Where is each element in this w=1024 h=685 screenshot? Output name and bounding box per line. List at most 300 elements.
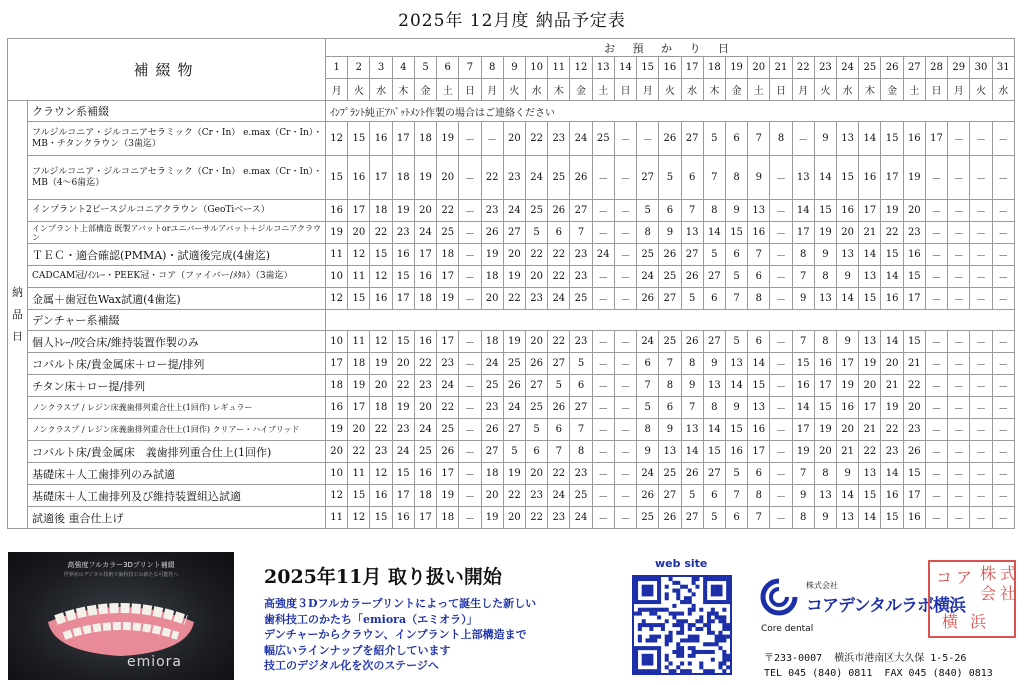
delivery-day-cell: －	[592, 397, 614, 419]
delivery-day-cell: 15	[725, 222, 747, 244]
day-number: 24	[837, 57, 859, 79]
qr-module	[676, 592, 680, 596]
delivery-day-cell: 23	[570, 331, 592, 353]
qr-module	[669, 635, 673, 639]
day-number: 26	[881, 57, 903, 79]
delivery-day-cell: 25	[659, 266, 681, 288]
qr-pattern	[634, 577, 730, 673]
delivery-day-cell: 6	[659, 397, 681, 419]
qr-module	[657, 608, 661, 612]
delivery-day-cell: 20	[837, 419, 859, 441]
weekday: 木	[548, 79, 570, 101]
item-row	[8, 463, 1015, 485]
delivery-day-cell: 26	[637, 485, 659, 507]
qr-module	[653, 612, 657, 616]
delivery-day-cell: 17	[392, 288, 414, 310]
qr-module	[669, 669, 673, 673]
delivery-day-cell: －	[948, 353, 970, 375]
delivery-day-cell: －	[614, 419, 636, 441]
qr-module	[695, 585, 699, 589]
day-number: 8	[481, 57, 503, 79]
delivery-day-cell: －	[592, 441, 614, 463]
qr-module	[642, 608, 646, 612]
delivery-day-cell: －	[481, 122, 503, 156]
delivery-day-cell: 20	[814, 441, 836, 463]
delivery-day-cell: 6	[703, 288, 725, 310]
delivery-day-cell: 7	[570, 222, 592, 244]
qr-module	[718, 600, 722, 604]
delivery-day-cell: 6	[525, 441, 547, 463]
qr-module	[676, 650, 680, 654]
delivery-day-cell: 24	[548, 288, 570, 310]
qr-module	[676, 619, 680, 623]
delivery-day-cell: 5	[503, 441, 525, 463]
qr-module	[726, 627, 730, 631]
delivery-day-cell: 23	[370, 441, 392, 463]
weekday: 金	[881, 79, 903, 101]
qr-module	[672, 612, 676, 616]
day-number: 1	[326, 57, 348, 79]
delivery-day-cell: 14	[859, 507, 881, 529]
delivery-day-cell: 13	[814, 288, 836, 310]
website-qr-code[interactable]	[632, 575, 732, 675]
delivery-day-cell: 16	[348, 156, 370, 200]
delivery-day-cell: 14	[814, 156, 836, 200]
delivery-day-cell: 7	[548, 441, 570, 463]
delivery-day-cell: 16	[748, 222, 770, 244]
qr-module	[657, 589, 661, 593]
delivery-day-cell: 6	[725, 507, 747, 529]
qr-module	[661, 627, 665, 631]
delivery-day-cell: 18	[481, 266, 503, 288]
delivery-day-cell: 22	[548, 463, 570, 485]
qr-module	[707, 650, 711, 654]
promo-headline: 2025年11月 取り扱い開始	[264, 566, 502, 588]
emiora-product-image	[8, 552, 234, 680]
qr-module	[653, 638, 657, 642]
day-number: 9	[503, 57, 525, 79]
weekday: 金	[725, 79, 747, 101]
delivery-day-cell: 14	[792, 397, 814, 419]
delivery-day-cell: 22	[503, 288, 525, 310]
delivery-day-cell: －	[970, 200, 992, 222]
seal-char: 横	[942, 612, 959, 631]
delivery-day-cell: －	[992, 331, 1014, 353]
weekday: 火	[503, 79, 525, 101]
delivery-day-cell: 27	[659, 288, 681, 310]
delivery-day-cell: 22	[437, 397, 459, 419]
delivery-day-cell: 17	[437, 331, 459, 353]
delivery-day-cell: 22	[525, 507, 547, 529]
delivery-day-cell: 19	[481, 244, 503, 266]
delivery-day-cell: 9	[792, 288, 814, 310]
emiora-brand: emiora	[126, 654, 182, 670]
qr-module	[649, 635, 653, 639]
delivery-day-cell: －	[459, 200, 481, 222]
qr-module	[680, 661, 684, 665]
delivery-day-cell: －	[925, 463, 947, 485]
weekday: 月	[326, 79, 348, 101]
delivery-day-cell: 22	[548, 331, 570, 353]
delivery-day-cell: 25	[437, 222, 459, 244]
delivery-day-cell: 26	[525, 353, 547, 375]
promo-line: 高強度３Dフルカラープリントによって誕生した新しい	[264, 597, 537, 610]
qr-module	[665, 608, 669, 612]
qr-module	[718, 589, 722, 593]
qr-module	[684, 638, 688, 642]
delivery-day-cell: 24	[637, 331, 659, 353]
category-row	[8, 101, 1015, 122]
qr-module	[680, 650, 684, 654]
delivery-day-cell: 8	[637, 419, 659, 441]
day-number: 27	[903, 57, 925, 79]
delivery-day-cell: 20	[837, 222, 859, 244]
qr-module	[657, 654, 661, 658]
delivery-day-cell: 17	[903, 485, 925, 507]
delivery-day-cell: －	[970, 331, 992, 353]
qr-module	[722, 635, 726, 639]
delivery-day-cell: －	[614, 463, 636, 485]
delivery-day-cell: 9	[681, 375, 703, 397]
delivery-day-cell: 13	[659, 441, 681, 463]
delivery-day-cell: －	[970, 419, 992, 441]
delivery-day-cell: 27	[681, 507, 703, 529]
item-label: 試適後 重合仕上げ	[28, 507, 326, 529]
delivery-day-cell: 15	[326, 156, 348, 200]
delivery-day-cell: －	[992, 375, 1014, 397]
delivery-day-cell: －	[592, 200, 614, 222]
item-row	[8, 485, 1015, 507]
delivery-day-cell: 13	[703, 375, 725, 397]
qr-module	[657, 592, 661, 596]
delivery-day-cell: 20	[348, 222, 370, 244]
day-number: 7	[459, 57, 481, 79]
delivery-day-cell: 25	[503, 353, 525, 375]
delivery-day-cell: －	[459, 485, 481, 507]
weekday: 火	[659, 79, 681, 101]
delivery-day-cell: 25	[592, 122, 614, 156]
delivery-day-cell: 25	[414, 441, 436, 463]
delivery-day-cell: －	[992, 200, 1014, 222]
item-label: ノンクラスプ / レジン床義歯排列重合仕上(1回作) レギュラー	[28, 397, 326, 419]
delivery-day-cell: －	[970, 244, 992, 266]
delivery-day-cell: 20	[481, 288, 503, 310]
delivery-day-cell: 26	[548, 200, 570, 222]
qr-module	[711, 592, 715, 596]
delivery-day-cell: 16	[725, 441, 747, 463]
item-row	[8, 375, 1015, 397]
qr-module	[672, 650, 676, 654]
delivery-day-cell: 5	[637, 397, 659, 419]
delivery-day-cell: 6	[748, 266, 770, 288]
delivery-day-cell: 17	[348, 200, 370, 222]
seal-char: ア	[956, 568, 973, 587]
qr-module	[646, 661, 650, 665]
qr-module	[688, 589, 692, 593]
delivery-day-cell: －	[970, 485, 992, 507]
delivery-day-cell: 26	[437, 441, 459, 463]
delivery-day-cell: 14	[703, 222, 725, 244]
delivery-day-cell: －	[992, 419, 1014, 441]
qr-module	[669, 638, 673, 642]
address: 横浜市港南区大久保 1-5-26	[834, 653, 967, 664]
delivery-day-cell: 22	[859, 441, 881, 463]
qr-module	[711, 589, 715, 593]
delivery-day-cell: 9	[814, 122, 836, 156]
qr-module	[692, 577, 696, 581]
delivery-day-cell: 20	[503, 244, 525, 266]
delivery-day-cell: 19	[437, 122, 459, 156]
delivery-day-cell: 19	[792, 441, 814, 463]
delivery-day-cell: 22	[525, 244, 547, 266]
delivery-day-cell: 26	[903, 441, 925, 463]
delivery-day-cell: 12	[348, 507, 370, 529]
day-number: 23	[814, 57, 836, 79]
qr-module	[684, 600, 688, 604]
qr-module	[649, 669, 653, 673]
delivery-day-cell: 17	[414, 507, 436, 529]
delivery-day-cell: 19	[814, 222, 836, 244]
delivery-day-cell: 22	[370, 222, 392, 244]
qr-module	[646, 623, 650, 627]
delivery-day-cell: 19	[437, 288, 459, 310]
qr-module	[676, 589, 680, 593]
delivery-day-cell: －	[970, 266, 992, 288]
delivery-day-cell: －	[970, 463, 992, 485]
qr-module	[711, 600, 715, 604]
item-row	[8, 507, 1015, 529]
delivery-day-cell: 17	[392, 485, 414, 507]
item-row	[8, 419, 1015, 441]
weekday: 水	[681, 79, 703, 101]
qr-module	[688, 600, 692, 604]
delivery-day-cell: 7	[748, 122, 770, 156]
delivery-day-cell: 26	[681, 266, 703, 288]
delivery-day-cell: 17	[881, 156, 903, 200]
delivery-day-cell: 7	[570, 419, 592, 441]
delivery-day-cell: 8	[748, 485, 770, 507]
delivery-day-cell: 6	[570, 375, 592, 397]
delivery-day-cell: 16	[414, 463, 436, 485]
seal-char: 株	[980, 564, 997, 583]
delivery-day-cell: －	[637, 122, 659, 156]
item-label: 個人ﾄﾚｰ/咬合床/維持装置作製のみ	[28, 331, 326, 353]
item-row	[8, 156, 1015, 200]
qr-module	[646, 608, 650, 612]
delivery-day-cell: 8	[637, 222, 659, 244]
qr-module	[703, 596, 707, 600]
weekday: 金	[414, 79, 436, 101]
delivery-day-cell: 15	[903, 331, 925, 353]
qr-module	[722, 658, 726, 662]
delivery-day-cell: 20	[503, 122, 525, 156]
delivery-day-cell: 16	[326, 200, 348, 222]
delivery-day-cell: －	[992, 122, 1014, 156]
delivery-day-cell: －	[592, 485, 614, 507]
delivery-day-cell: 27	[703, 266, 725, 288]
delivery-day-cell: 14	[859, 122, 881, 156]
delivery-day-cell: 24	[414, 419, 436, 441]
delivery-day-cell: 16	[414, 266, 436, 288]
day-number: 2	[348, 57, 370, 79]
qr-module	[722, 623, 726, 627]
delivery-day-cell: －	[459, 397, 481, 419]
delivery-day-cell: 9	[703, 353, 725, 375]
qr-module	[646, 592, 650, 596]
company-name: コアデンタルラボ横浜	[806, 596, 965, 616]
delivery-day-cell: －	[459, 353, 481, 375]
qr-module	[703, 577, 707, 581]
delivery-day-cell: 15	[392, 463, 414, 485]
delivery-day-cell: 9	[814, 244, 836, 266]
company-address-block	[764, 651, 993, 681]
qr-module	[726, 589, 730, 593]
delivery-day-cell: －	[992, 222, 1014, 244]
qr-module	[657, 596, 661, 600]
qr-module	[665, 596, 669, 600]
delivery-day-cell: 9	[748, 156, 770, 200]
qr-module	[642, 619, 646, 623]
delivery-day-cell: －	[925, 288, 947, 310]
delivery-day-cell: 25	[637, 244, 659, 266]
qr-module	[657, 658, 661, 662]
delivery-day-cell: －	[592, 463, 614, 485]
qr-module	[726, 581, 730, 585]
qr-module	[634, 600, 638, 604]
delivery-day-cell: 16	[837, 397, 859, 419]
item-label: ＴＥＣ・適合確認(PMMA)・試適後完成(4歯迄)	[28, 244, 326, 266]
delivery-day-cell: 19	[503, 331, 525, 353]
qr-module	[711, 631, 715, 635]
qr-module	[707, 577, 711, 581]
delivery-day-cell: 5	[570, 353, 592, 375]
qr-module	[638, 612, 642, 616]
qr-module	[669, 612, 673, 616]
delivery-day-cell: －	[614, 288, 636, 310]
qr-module	[726, 585, 730, 589]
qr-module	[638, 623, 642, 627]
qr-module	[680, 612, 684, 616]
delivery-day-cell: 22	[548, 266, 570, 288]
delivery-day-cell: 11	[326, 507, 348, 529]
delivery-day-cell: 16	[748, 419, 770, 441]
qr-module	[649, 623, 653, 627]
qr-module	[657, 635, 661, 639]
weekday: 日	[459, 79, 481, 101]
delivery-day-cell: 9	[837, 463, 859, 485]
qr-module	[646, 638, 650, 642]
delivery-day-cell: －	[770, 419, 792, 441]
promo-line: 歯科技工のかたち「emiora（エミオラ）」	[264, 612, 478, 626]
item-label: 基礎床＋人工歯排列及び維持装置組込試適	[28, 485, 326, 507]
qr-module	[676, 631, 680, 635]
delivery-day-cell: 24	[548, 485, 570, 507]
delivery-day-cell: 15	[837, 156, 859, 200]
web-site-label: web site	[655, 557, 708, 570]
delivery-day-cell: 6	[548, 419, 570, 441]
qr-module	[653, 635, 657, 639]
delivery-day-cell: 15	[748, 375, 770, 397]
qr-module	[665, 592, 669, 596]
weekday: 土	[437, 79, 459, 101]
qr-module	[638, 669, 642, 673]
category-note	[326, 310, 1015, 331]
weekday: 日	[770, 79, 792, 101]
qr-module	[665, 642, 669, 646]
qr-module	[718, 615, 722, 619]
delivery-day-cell: －	[970, 353, 992, 375]
delivery-day-cell: －	[925, 331, 947, 353]
delivery-day-cell: －	[925, 419, 947, 441]
delivery-day-cell: －	[614, 353, 636, 375]
delivery-day-cell: －	[459, 441, 481, 463]
qr-module	[657, 665, 661, 669]
delivery-day-cell: －	[970, 507, 992, 529]
delivery-day-cell: －	[770, 507, 792, 529]
delivery-day-cell: 5	[525, 222, 547, 244]
zip-code: 〒233-0007	[764, 653, 823, 664]
delivery-day-cell: －	[948, 507, 970, 529]
delivery-day-cell: 26	[637, 288, 659, 310]
delivery-day-cell: 8	[748, 288, 770, 310]
delivery-day-cell: 21	[859, 222, 881, 244]
delivery-day-cell: 19	[414, 156, 436, 200]
image-subtitle: 世界初のデジタル技術で歯科技工の新たな可能性へ	[63, 572, 179, 578]
delivery-day-cell: 8	[725, 156, 747, 200]
qr-module	[646, 669, 650, 673]
item-row	[8, 353, 1015, 375]
delivery-day-cell: 24	[392, 441, 414, 463]
delivery-day-cell: －	[614, 485, 636, 507]
delivery-day-cell: －	[770, 156, 792, 200]
qr-module	[715, 615, 719, 619]
seal-char: 式	[1000, 564, 1017, 583]
item-row	[8, 244, 1015, 266]
company-english-name: Core dental	[761, 624, 814, 634]
delivery-day-cell: 17	[437, 266, 459, 288]
delivery-day-cell: 14	[748, 353, 770, 375]
qr-module	[676, 596, 680, 600]
delivery-day-cell: 17	[348, 397, 370, 419]
qr-module	[722, 608, 726, 612]
delivery-day-cell: 5	[703, 122, 725, 156]
qr-module	[680, 619, 684, 623]
delivery-day-cell: －	[770, 397, 792, 419]
delivery-day-cell: 23	[525, 288, 547, 310]
delivery-day-cell: 8	[792, 507, 814, 529]
qr-module	[722, 669, 726, 673]
item-label: チタン床＋ロー提/排列	[28, 375, 326, 397]
qr-module	[634, 669, 638, 673]
delivery-day-cell: 19	[881, 200, 903, 222]
delivery-day-cell: －	[970, 441, 992, 463]
delivery-day-cell: 15	[725, 419, 747, 441]
weekday: 土	[592, 79, 614, 101]
delivery-day-cell: －	[614, 244, 636, 266]
delivery-day-cell: 16	[881, 288, 903, 310]
delivery-day-cell: 5	[725, 331, 747, 353]
qr-module	[707, 631, 711, 635]
delivery-day-cell: 10	[326, 266, 348, 288]
delivery-day-cell: 5	[681, 485, 703, 507]
delivery-day-cell: －	[770, 288, 792, 310]
weekday: 月	[637, 79, 659, 101]
qr-module	[657, 661, 661, 665]
delivery-day-cell: 17	[792, 419, 814, 441]
delivery-day-cell: －	[948, 463, 970, 485]
delivery-day-cell: 6	[725, 244, 747, 266]
delivery-day-cell: 20	[881, 353, 903, 375]
